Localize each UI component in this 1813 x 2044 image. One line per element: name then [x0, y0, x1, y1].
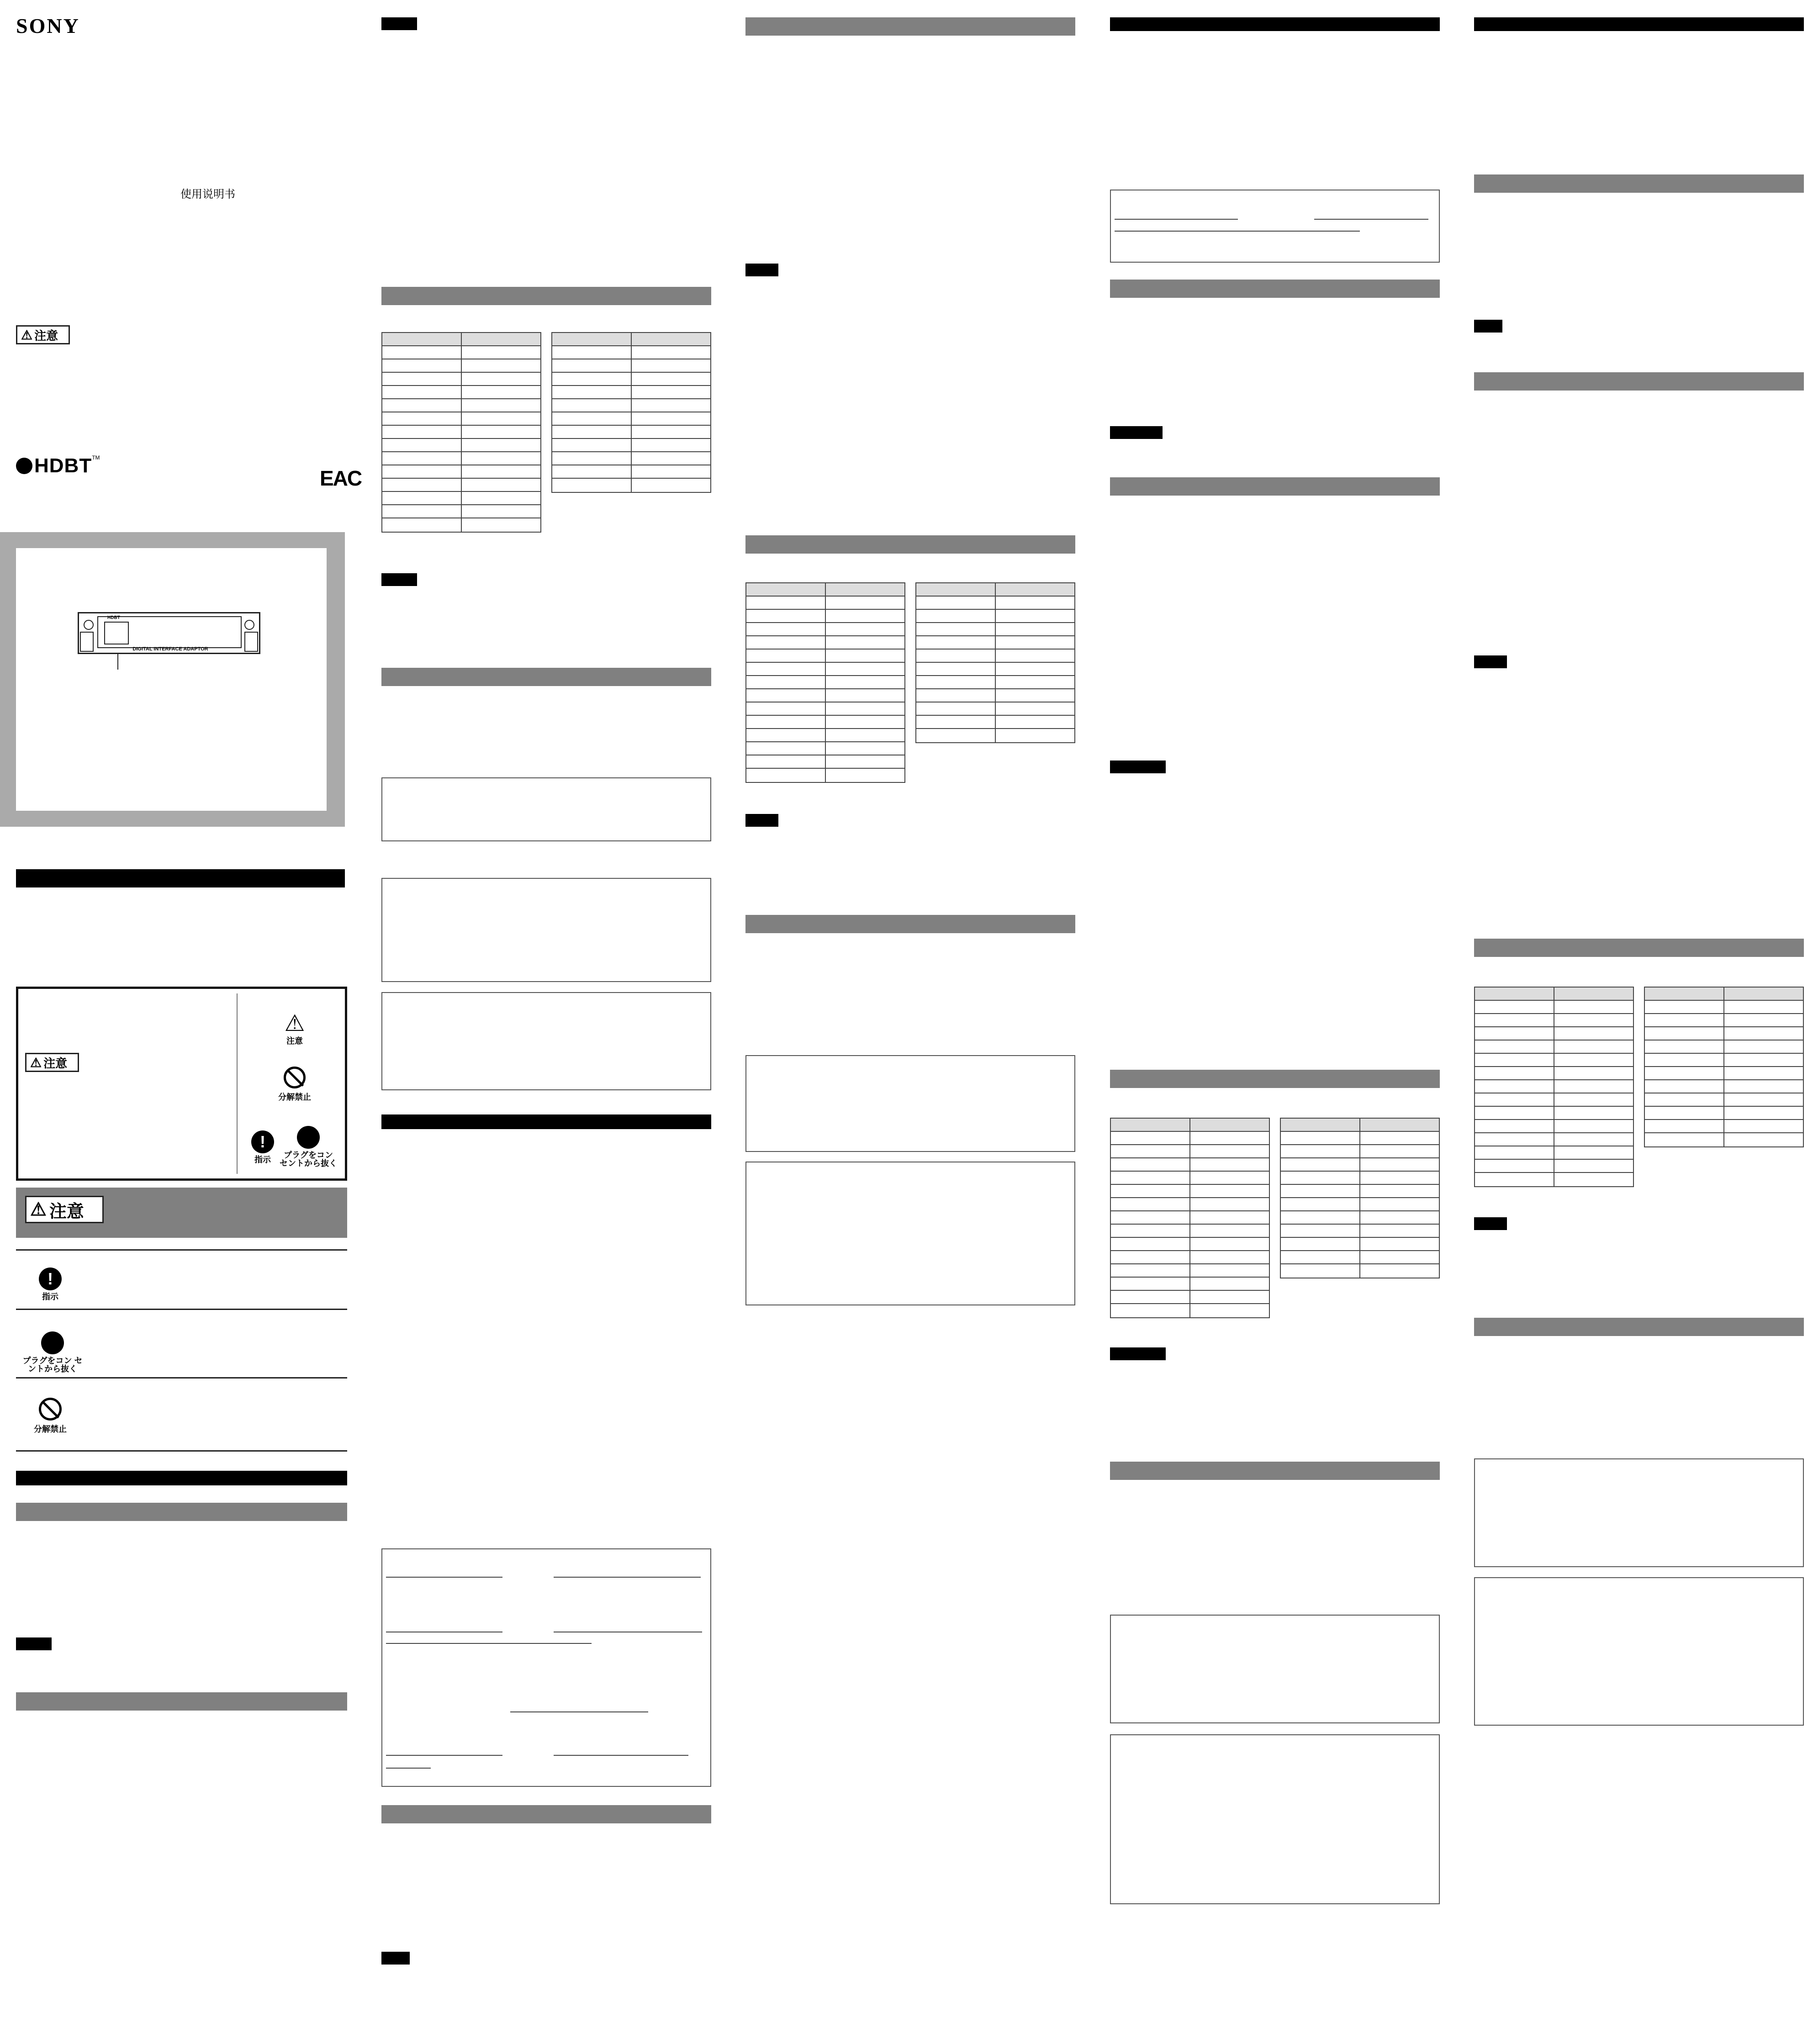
- text-box: [381, 777, 711, 841]
- device-bracket-left: [80, 632, 94, 652]
- spec-table-left: [1110, 1118, 1270, 1318]
- callout-line: [117, 654, 118, 670]
- text-box: [745, 1162, 1075, 1305]
- section-header-black: [381, 1114, 711, 1129]
- section-header-gray: [381, 668, 711, 686]
- warning-triangle-icon: ⚠: [21, 327, 33, 342]
- safety-caution-badge: [25, 1053, 79, 1072]
- device-inner-panel: [97, 616, 242, 648]
- safety-row-unplug: [21, 1331, 85, 1373]
- unplug-symbol: [279, 1126, 338, 1167]
- section-header-black: [16, 869, 345, 887]
- device-figure-frame: [0, 532, 345, 827]
- exclamation-icon: !: [39, 1268, 62, 1290]
- section-header-gray: [745, 535, 1075, 554]
- form-line: [510, 1711, 648, 1712]
- form-line: [386, 1643, 592, 1644]
- safety-symbols-box: [16, 987, 347, 1181]
- safety-row-label: 指示: [42, 1292, 58, 1301]
- section-header-gray: [381, 1805, 711, 1823]
- unplug-icon: [41, 1331, 64, 1354]
- safety-rule: [16, 1249, 347, 1251]
- text-box: [745, 1055, 1075, 1152]
- form-line: [1314, 219, 1428, 220]
- section-header-gray: [1474, 939, 1804, 957]
- caution-label: 注意: [43, 1056, 68, 1070]
- warning-triangle-icon: ⚠: [30, 1055, 42, 1070]
- hdbt-tm: TM: [92, 454, 100, 461]
- hdbt-logo-text: HDBT: [34, 454, 92, 477]
- device-bracket-right: [244, 632, 258, 652]
- note-tag: [1110, 426, 1163, 439]
- unplug-caption: プラグをコン セントから抜く: [280, 1151, 337, 1168]
- instruction-caption: 指示: [254, 1155, 271, 1164]
- note-tag: [1474, 320, 1502, 333]
- spec-table-left: [745, 582, 905, 783]
- text-box: [1110, 1734, 1440, 1904]
- spec-table-right: [551, 332, 711, 493]
- no-disassemble-caption: 分解禁止: [278, 1093, 311, 1102]
- manual-title: 使用说明书: [180, 188, 235, 201]
- spec-table-left: [1474, 987, 1634, 1187]
- note-tag: [16, 1637, 52, 1650]
- no-disassemble-icon: [39, 1398, 62, 1421]
- safety-rule: [16, 1450, 347, 1452]
- note-tag: [1474, 655, 1507, 668]
- section-header-gray: [1110, 1462, 1440, 1480]
- device-figure-panel: [16, 548, 327, 811]
- warranty-form-box: [381, 1548, 711, 1787]
- section-header-gray: [1474, 372, 1804, 391]
- safety-rule: [16, 1377, 347, 1379]
- section-header-gray: [381, 287, 711, 305]
- device-logo: HDBT: [107, 615, 120, 620]
- section-header-gray: [16, 1692, 347, 1711]
- section-header-gray: [1110, 1070, 1440, 1088]
- section-header-gray: [16, 1503, 347, 1521]
- cover-caution-badge: [16, 325, 70, 344]
- section-header-gray: [745, 17, 1075, 36]
- section-header-black: [1110, 17, 1440, 31]
- note-tag: [1110, 761, 1166, 773]
- section-header-gray: [745, 915, 1075, 933]
- device-screw-right: [244, 620, 254, 630]
- form-line: [386, 1768, 431, 1769]
- device-label: DIGITAL INTERFACE ADAPTOR: [132, 646, 208, 652]
- form-line: [554, 1577, 701, 1578]
- no-disassemble-symbol: [272, 1067, 317, 1103]
- note-tag: [745, 264, 778, 276]
- note-tag: [1110, 1347, 1166, 1360]
- caution-caption: 注意: [286, 1036, 303, 1046]
- warning-triangle-icon: ⚠: [30, 1199, 47, 1220]
- section-header-gray: [1474, 1318, 1804, 1336]
- text-box: [1110, 1615, 1440, 1723]
- spec-table-right: [915, 582, 1075, 743]
- spec-table-left: [381, 332, 541, 533]
- form-line: [386, 1577, 502, 1578]
- exclamation-icon: !: [251, 1130, 274, 1153]
- sony-logo: SONY: [16, 14, 80, 37]
- instruction-symbol: [247, 1130, 279, 1165]
- safety-row-label: 分解禁止: [34, 1425, 67, 1434]
- info-form-box: [1110, 190, 1440, 263]
- caution-label: 注意: [34, 328, 58, 343]
- note-tag: [381, 573, 417, 586]
- safety-divider: [237, 993, 238, 1174]
- caution-banner: [16, 1188, 347, 1238]
- text-box: [381, 878, 711, 982]
- text-box: [381, 992, 711, 1090]
- safety-row-instruction: [23, 1268, 78, 1302]
- form-line: [1115, 231, 1360, 232]
- hdbt-swirl-icon: [16, 458, 32, 474]
- device-screw-left: [84, 620, 94, 630]
- note-tag: [1474, 1217, 1507, 1230]
- note-tag: [745, 814, 778, 827]
- spec-table-right: [1280, 1118, 1440, 1278]
- unplug-icon: [297, 1126, 320, 1149]
- safety-rule: [16, 1309, 347, 1310]
- section-header-black: [1474, 17, 1804, 31]
- warning-triangle-icon: ⚠: [284, 1010, 305, 1036]
- form-line: [1115, 219, 1238, 220]
- caution-symbol: [276, 1012, 313, 1046]
- section-header-gray: [1474, 174, 1804, 193]
- form-line: [554, 1755, 688, 1756]
- big-caution-badge: [25, 1196, 104, 1223]
- no-disassemble-icon: [284, 1067, 306, 1088]
- note-tag: [381, 17, 417, 30]
- section-header-black: [16, 1471, 347, 1485]
- text-box: [1474, 1458, 1804, 1567]
- hdbt-logo: [16, 454, 100, 477]
- section-header-gray: [1110, 280, 1440, 298]
- eac-mark: EAC: [320, 466, 362, 490]
- caution-label: 注意: [49, 1202, 84, 1221]
- form-line: [386, 1755, 502, 1756]
- safety-row-label: プラグをコン セントから抜く: [22, 1356, 83, 1373]
- safety-row-no-disassemble: [23, 1398, 78, 1435]
- text-box: [1474, 1577, 1804, 1726]
- device-front-panel: [78, 612, 260, 654]
- spec-table-right: [1644, 987, 1804, 1147]
- note-tag: [381, 1952, 410, 1965]
- section-header-gray: [1110, 477, 1440, 496]
